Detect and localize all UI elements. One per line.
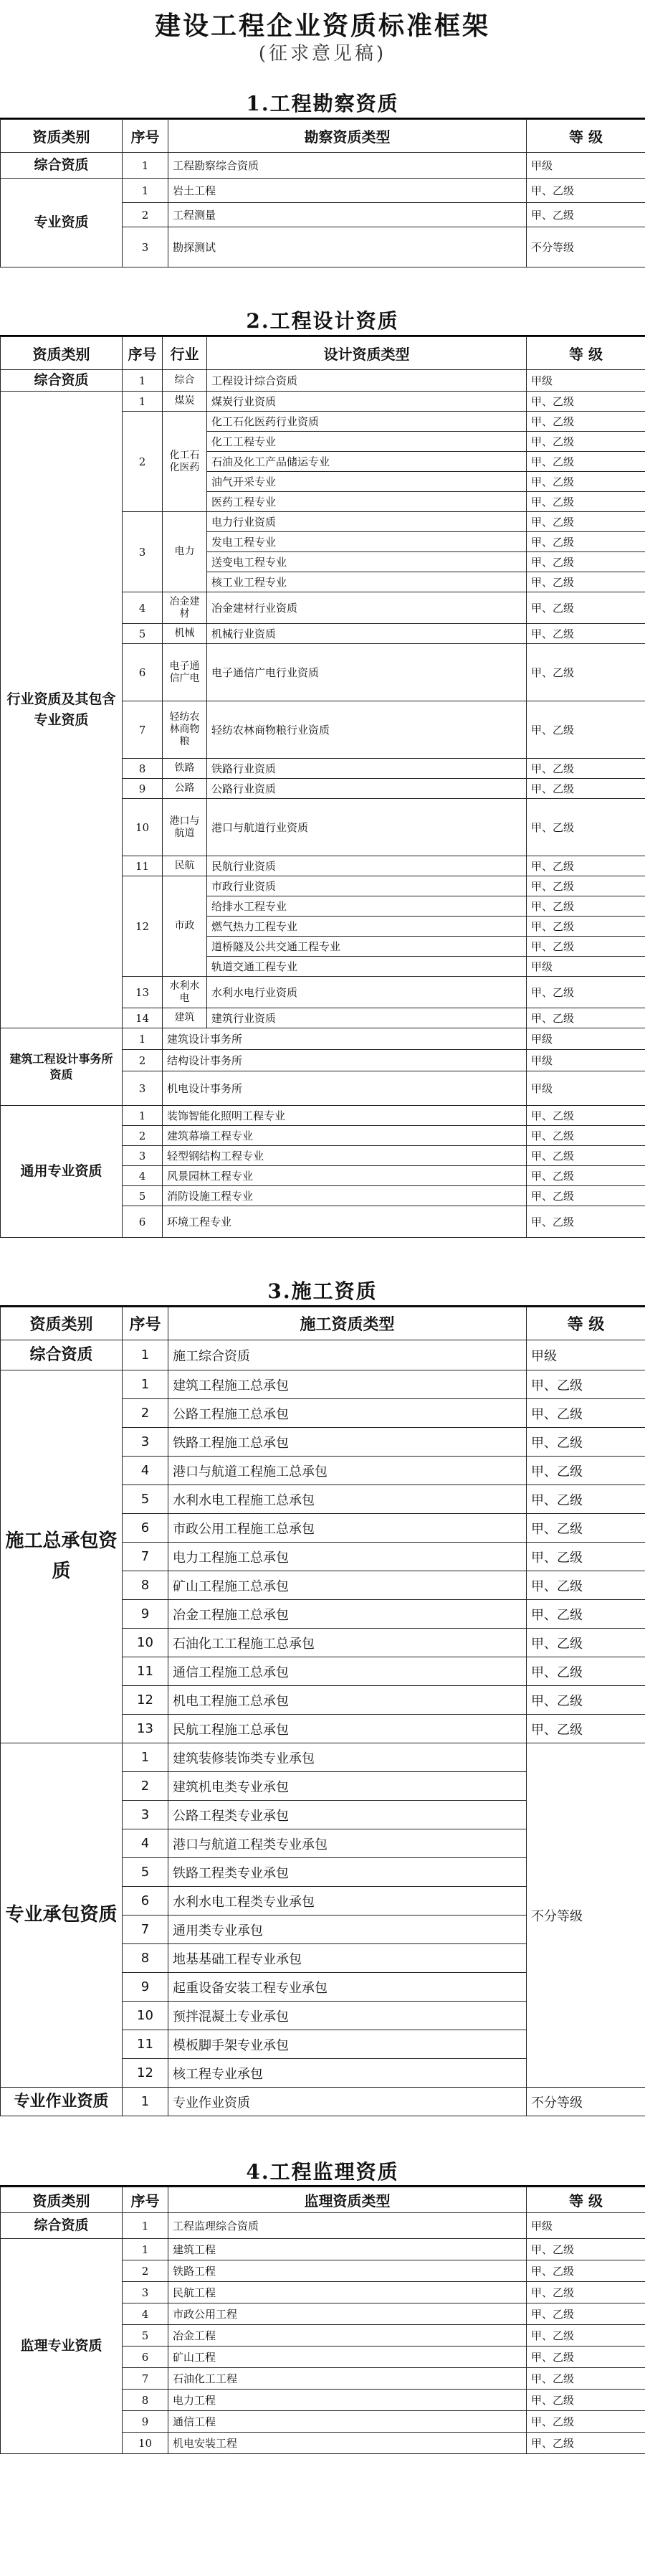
- qualification-type: 水利水电工程施工总承包: [168, 1485, 527, 1514]
- qualification-type: 电力工程施工总承包: [168, 1543, 527, 1571]
- qualification-type: 化工工程专业: [207, 432, 527, 452]
- qualification-type: 市政行业资质: [207, 876, 527, 896]
- row-number: 13: [123, 1715, 168, 1743]
- grade-cell: 甲、乙级: [527, 624, 645, 644]
- row-number: 7: [123, 701, 163, 759]
- col-header: 等 级: [527, 337, 645, 370]
- industry-cell: 水利水电: [163, 977, 207, 1008]
- row-number: 4: [123, 2303, 168, 2325]
- row-number: 12: [123, 876, 163, 977]
- row-number: 8: [123, 2390, 168, 2411]
- grade-cell: 甲级: [527, 153, 645, 179]
- grade-cell: 甲、乙级: [527, 856, 645, 876]
- row-number: 13: [123, 977, 163, 1008]
- col-header: 勘察资质类型: [168, 120, 527, 153]
- grade-cell: 甲、乙级: [527, 701, 645, 759]
- grade-cell: 甲、乙级: [527, 937, 645, 957]
- qualification-type: 铁路工程施工总承包: [168, 1428, 527, 1457]
- document-title: 建设工程企业资质标准框架: [154, 11, 490, 41]
- qualification-type: 地基基础工程专业承包: [168, 1944, 527, 1973]
- row-number: 4: [123, 1166, 163, 1186]
- qualification-type: 公路工程类专业承包: [168, 1801, 527, 1829]
- row-number: 3: [123, 512, 163, 592]
- grade-cell: 甲、乙级: [527, 1457, 645, 1485]
- qualification-type: 建筑工程: [168, 2239, 527, 2260]
- row-number: 3: [123, 2282, 168, 2303]
- grade-cell: 甲、乙级: [527, 2282, 645, 2303]
- grade-cell: 甲、乙级: [527, 1715, 645, 1743]
- grade-cell: 甲、乙级: [527, 2433, 645, 2454]
- industry-cell: 煤炭: [163, 392, 207, 412]
- col-header: 资质类别: [1, 120, 123, 153]
- qualification-type: 民航行业资质: [207, 856, 527, 876]
- qualification-type: 民航工程: [168, 2282, 527, 2303]
- grade-cell: 甲级: [527, 1071, 645, 1106]
- qualification-type: 建筑机电类专业承包: [168, 1772, 527, 1801]
- qualification-type: 矿山工程施工总承包: [168, 1571, 527, 1600]
- industry-cell: 公路: [163, 779, 207, 799]
- table-row: [1, 1106, 645, 1126]
- row-number: 5: [123, 1858, 168, 1887]
- table-row: [1, 1028, 645, 1050]
- qualification-type: 装饰智能化照明工程专业: [163, 1106, 527, 1126]
- row-number: 7: [123, 1543, 168, 1571]
- grade-cell: 不分等级: [527, 227, 645, 267]
- grade-cell: 甲级: [527, 1028, 645, 1050]
- category-cell: 建筑工程设计事务所资质: [1, 1028, 123, 1106]
- grade-cell: 甲、乙级: [527, 532, 645, 552]
- industry-cell: 铁路: [163, 759, 207, 779]
- row-number: 1: [123, 1028, 163, 1050]
- qualification-type: 化工石化医药行业资质: [207, 412, 527, 432]
- grade-cell: 不分等级: [527, 2088, 645, 2116]
- col-header: 资质类别: [1, 337, 123, 370]
- qualification-type: 道桥隧及公共交通工程专业: [207, 937, 527, 957]
- qualification-type: 电力工程: [168, 2390, 527, 2411]
- row-number: 2: [123, 412, 163, 512]
- row-number: 1: [123, 2239, 168, 2260]
- grade-cell: 甲、乙级: [527, 512, 645, 532]
- col-header: 监理资质类型: [168, 2187, 527, 2213]
- row-number: 9: [123, 2411, 168, 2433]
- qualification-type: 市政公用工程施工总承包: [168, 1514, 527, 1543]
- qualification-type: 铁路行业资质: [207, 759, 527, 779]
- grade-cell: 甲、乙级: [527, 2239, 645, 2260]
- construction-table: [0, 1307, 645, 2116]
- grade-cell: 甲、乙级: [527, 432, 645, 452]
- category-cell: 综合资质: [1, 2213, 123, 2239]
- row-number: 2: [123, 203, 168, 227]
- table-row: [1, 1370, 645, 1399]
- qualification-type: 建筑设计事务所: [163, 1028, 527, 1050]
- grade-cell: 甲、乙级: [527, 1126, 645, 1146]
- table-row: [1, 2239, 645, 2260]
- grade-cell: 甲、乙级: [527, 2368, 645, 2390]
- grade-cell: 甲、乙级: [527, 779, 645, 799]
- industry-cell: 轻纺农林商物粮: [163, 701, 207, 759]
- row-number: 5: [123, 624, 163, 644]
- grade-cell: 甲、乙级: [527, 799, 645, 856]
- general-contract-rows: [1, 1370, 645, 1743]
- row-number: 3: [123, 1071, 163, 1106]
- grade-cell: 甲、乙级: [527, 392, 645, 412]
- row-number: 14: [123, 1008, 163, 1028]
- supervision-rows: [1, 2239, 645, 2454]
- row-number: 3: [123, 227, 168, 267]
- grade-cell: 甲、乙级: [527, 876, 645, 896]
- table-row: [1, 370, 645, 392]
- row-number: 6: [123, 644, 163, 701]
- row-number: 4: [123, 1457, 168, 1485]
- col-header: 施工资质类型: [168, 1307, 527, 1340]
- row-number: 7: [123, 2368, 168, 2390]
- qualification-type: 机电设计事务所: [163, 1071, 527, 1106]
- row-number: 2: [123, 1050, 163, 1071]
- qualification-type: 冶金工程施工总承包: [168, 1600, 527, 1629]
- grade-cell: 甲、乙级: [527, 644, 645, 701]
- industry-cell: 电子通信广电: [163, 644, 207, 701]
- qualification-type: 核工程专业承包: [168, 2059, 527, 2088]
- row-number: 2: [123, 1126, 163, 1146]
- industry-cell: 冶金建材: [163, 592, 207, 624]
- row-number: 8: [123, 1944, 168, 1973]
- row-number: 1: [123, 2088, 168, 2116]
- row-number: 3: [123, 1146, 163, 1166]
- document-subtitle: (征求意见稿): [258, 43, 387, 65]
- industry-cell: 民航: [163, 856, 207, 876]
- industry-cell: 市政: [163, 876, 207, 977]
- supervision-table: [0, 2187, 645, 2454]
- row-number: 1: [123, 153, 168, 179]
- grade-cell: 甲、乙级: [527, 2303, 645, 2325]
- col-header: 行业: [163, 337, 207, 370]
- grade-cell: 甲、乙级: [527, 1008, 645, 1028]
- col-header: 序号: [123, 1307, 168, 1340]
- category-cell: 施工总承包资质: [1, 1370, 123, 1743]
- qualification-type: 送变电工程专业: [207, 552, 527, 572]
- qualification-type: 冶金建材行业资质: [207, 592, 527, 624]
- qualification-type: 勘探测试: [168, 227, 527, 267]
- qualification-type: 风景园林工程专业: [163, 1166, 527, 1186]
- row-number: 8: [123, 1571, 168, 1600]
- qualification-type: 民航工程施工总承包: [168, 1715, 527, 1743]
- qualification-type: 建筑行业资质: [207, 1008, 527, 1028]
- col-header: 序号: [123, 337, 163, 370]
- qualification-type: 港口与航道工程类专业承包: [168, 1829, 527, 1858]
- table-row: [1, 153, 645, 179]
- grade-cell: 甲、乙级: [527, 1106, 645, 1126]
- row-number: 1: [123, 1340, 168, 1370]
- row-number: 9: [123, 1973, 168, 2002]
- qualification-type: 结构设计事务所: [163, 1050, 527, 1071]
- industry-cell: 化工石化医药: [163, 412, 207, 512]
- general-rows: [1, 1106, 645, 1238]
- row-number: 10: [123, 2433, 168, 2454]
- grade-cell: 甲、乙级: [527, 572, 645, 592]
- grade-cell: 甲、乙级: [527, 1629, 645, 1657]
- table-row: [1, 392, 645, 412]
- grade-cell: 甲、乙级: [527, 759, 645, 779]
- qualification-type: 港口与航道工程施工总承包: [168, 1457, 527, 1485]
- grade-cell: 甲、乙级: [527, 1657, 645, 1686]
- row-number: 4: [123, 592, 163, 624]
- qualification-type: 起重设备安装工程专业承包: [168, 1973, 527, 2002]
- industry-cell: 机械: [163, 624, 207, 644]
- grade-cell: 甲、乙级: [527, 412, 645, 432]
- category-cell: 综合资质: [1, 370, 123, 392]
- row-number: 12: [123, 1686, 168, 1715]
- grade-cell: 甲、乙级: [527, 1600, 645, 1629]
- col-header: 等 级: [527, 120, 645, 153]
- qualification-type: 水利水电工程类专业承包: [168, 1887, 527, 1916]
- grade-cell: 甲级: [527, 1050, 645, 1071]
- row-number: 1: [123, 179, 168, 203]
- qualification-type: 轻型钢结构工程专业: [163, 1146, 527, 1166]
- qualification-type: 轻纺农林商物粮行业资质: [207, 701, 527, 759]
- qualification-type: 机械行业资质: [207, 624, 527, 644]
- grade-cell: 甲、乙级: [527, 203, 645, 227]
- table-row: [1, 1743, 645, 1772]
- qualification-type: 轨道交通工程专业: [207, 957, 527, 977]
- row-number: 9: [123, 779, 163, 799]
- qualification-type: 预拌混凝土专业承包: [168, 2002, 527, 2030]
- table-row: [1, 2088, 645, 2116]
- qualification-type: 发电工程专业: [207, 532, 527, 552]
- grade-cell: 甲、乙级: [527, 1686, 645, 1715]
- row-number: 2: [123, 1772, 168, 1801]
- grade-cell: 甲、乙级: [527, 1428, 645, 1457]
- grade-cell: 甲、乙级: [527, 2260, 645, 2282]
- table-row: [1, 179, 645, 203]
- qualification-type: 环境工程专业: [163, 1206, 527, 1238]
- grade-cell: 甲、乙级: [527, 1485, 645, 1514]
- row-number: 5: [123, 1485, 168, 1514]
- qualification-type: 医药工程专业: [207, 492, 527, 512]
- grade-cell: 不分等级: [527, 1743, 645, 2088]
- qualification-type: 通信工程施工总承包: [168, 1657, 527, 1686]
- grade-cell: 甲级: [527, 370, 645, 392]
- grade-cell: 甲、乙级: [527, 1514, 645, 1543]
- grade-cell: 甲、乙级: [527, 1166, 645, 1186]
- row-number: 6: [123, 1887, 168, 1916]
- industry-cell: 综合: [163, 370, 207, 392]
- section-3-title: 3.施工资质: [0, 1278, 645, 1307]
- table-header-row: [1, 120, 645, 153]
- row-number: 1: [123, 370, 163, 392]
- row-number: 1: [123, 1370, 168, 1399]
- grade-cell: 甲级: [527, 1340, 645, 1370]
- qualification-type: 矿山工程: [168, 2347, 527, 2368]
- row-number: 5: [123, 1186, 163, 1206]
- row-number: 12: [123, 2059, 168, 2088]
- survey-table: [0, 119, 645, 267]
- row-number: 10: [123, 2002, 168, 2030]
- row-number: 5: [123, 2325, 168, 2347]
- qualification-type: 工程监理综合资质: [168, 2213, 527, 2239]
- grade-cell: 甲、乙级: [527, 452, 645, 472]
- col-header: 等 级: [527, 1307, 645, 1340]
- grade-cell: 甲、乙级: [527, 1186, 645, 1206]
- table-header-row: [1, 1307, 645, 1340]
- row-number: 9: [123, 1600, 168, 1629]
- grade-cell: 甲、乙级: [527, 1206, 645, 1238]
- grade-cell: 甲、乙级: [527, 179, 645, 203]
- qualification-type: 专业作业资质: [168, 2088, 527, 2116]
- row-number: 11: [123, 856, 163, 876]
- industry-cell: 电力: [163, 512, 207, 592]
- table-row: [1, 1340, 645, 1370]
- row-number: 6: [123, 2347, 168, 2368]
- row-number: 3: [123, 1801, 168, 1829]
- qualification-type: 核工业工程专业: [207, 572, 527, 592]
- grade-cell: 甲、乙级: [527, 1146, 645, 1166]
- qualification-type: 冶金工程: [168, 2325, 527, 2347]
- qualification-type: 建筑幕墙工程专业: [163, 1126, 527, 1146]
- qualification-type: 水利水电行业资质: [207, 977, 527, 1008]
- row-number: 2: [123, 2260, 168, 2282]
- col-header: 设计资质类型: [207, 337, 527, 370]
- row-number: 10: [123, 799, 163, 856]
- grade-cell: 甲、乙级: [527, 1370, 645, 1399]
- qualification-type: 煤炭行业资质: [207, 392, 527, 412]
- row-number: 8: [123, 759, 163, 779]
- row-number: 3: [123, 1428, 168, 1457]
- grade-cell: 甲、乙级: [527, 2390, 645, 2411]
- qualification-type: 石油化工工程: [168, 2368, 527, 2390]
- grade-cell: 甲、乙级: [527, 917, 645, 937]
- qualification-type: 模板脚手架专业承包: [168, 2030, 527, 2059]
- industry-cell: 港口与航道: [163, 799, 207, 856]
- row-number: 1: [123, 1106, 163, 1126]
- design-table: [0, 336, 645, 1238]
- col-header: 序号: [123, 120, 168, 153]
- qualification-type: 工程设计综合资质: [207, 370, 527, 392]
- row-number: 6: [123, 1206, 163, 1238]
- qualification-type: 建筑工程施工总承包: [168, 1370, 527, 1399]
- grade-cell: 甲、乙级: [527, 492, 645, 512]
- row-number: 1: [123, 2213, 168, 2239]
- qualification-type: 工程测量: [168, 203, 527, 227]
- grade-cell: 甲、乙级: [527, 472, 645, 492]
- section-2-title: 2.工程设计资质: [0, 308, 645, 336]
- category-cell: 专业承包资质: [1, 1743, 123, 2088]
- qualification-type: 施工综合资质: [168, 1340, 527, 1370]
- qualification-type: 铁路工程: [168, 2260, 527, 2282]
- grade-cell: 甲级: [527, 957, 645, 977]
- qualification-type: 电力行业资质: [207, 512, 527, 532]
- qualification-type: 燃气热力工程专业: [207, 917, 527, 937]
- row-number: 11: [123, 2030, 168, 2059]
- qualification-type: 公路行业资质: [207, 779, 527, 799]
- row-number: 1: [123, 392, 163, 412]
- category-cell: 综合资质: [1, 153, 123, 179]
- grade-cell: 甲、乙级: [527, 592, 645, 624]
- qualification-type: 机电安装工程: [168, 2433, 527, 2454]
- table-row: [1, 2213, 645, 2239]
- row-number: 11: [123, 1657, 168, 1686]
- grade-cell: 甲、乙级: [527, 2325, 645, 2347]
- special-contract-rows: [1, 1743, 645, 2088]
- section-4-title: 4.工程监理资质: [0, 2159, 645, 2187]
- qualification-type: 石油化工工程施工总承包: [168, 1629, 527, 1657]
- row-number: 6: [123, 1514, 168, 1543]
- grade-cell: 甲、乙级: [527, 1571, 645, 1600]
- table-header-row: [1, 337, 645, 370]
- grade-cell: 甲、乙级: [527, 1543, 645, 1571]
- qualification-type: 港口与航道行业资质: [207, 799, 527, 856]
- industry-cell: 建筑: [163, 1008, 207, 1028]
- qualification-type: 铁路工程类专业承包: [168, 1858, 527, 1887]
- qualification-type: 电子通信广电行业资质: [207, 644, 527, 701]
- row-number: 10: [123, 1629, 168, 1657]
- grade-cell: 甲、乙级: [527, 2347, 645, 2368]
- grade-cell: 甲、乙级: [527, 977, 645, 1008]
- section-1-title: 1.工程勘察资质: [0, 90, 645, 119]
- category-cell: 专业作业资质: [1, 2088, 123, 2116]
- qualification-type: 建筑装修装饰类专业承包: [168, 1743, 527, 1772]
- row-number: 4: [123, 1829, 168, 1858]
- qualification-type: 市政公用工程: [168, 2303, 527, 2325]
- qualification-type: 石油及化工产品储运专业: [207, 452, 527, 472]
- category-cell: 综合资质: [1, 1340, 123, 1370]
- row-number: 2: [123, 1399, 168, 1428]
- category-cell: 行业资质及其包含专业资质: [1, 392, 123, 1028]
- qualification-type: 通用类专业承包: [168, 1916, 527, 1944]
- qualification-type: 公路工程施工总承包: [168, 1399, 527, 1428]
- category-cell: 通用专业资质: [1, 1106, 123, 1238]
- qualification-type: 通信工程: [168, 2411, 527, 2433]
- qualification-type: 消防设施工程专业: [163, 1186, 527, 1206]
- grade-cell: 甲、乙级: [527, 2411, 645, 2433]
- grade-cell: 甲、乙级: [527, 896, 645, 917]
- col-header: 资质类别: [1, 1307, 123, 1340]
- col-header: 资质类别: [1, 2187, 123, 2213]
- industry-rows: [1, 392, 645, 1028]
- row-number: 7: [123, 1916, 168, 1944]
- category-cell: 专业资质: [1, 179, 123, 267]
- grade-cell: 甲、乙级: [527, 552, 645, 572]
- row-number: 1: [123, 1743, 168, 1772]
- qualification-type: 油气开采专业: [207, 472, 527, 492]
- qualification-type: 机电工程施工总承包: [168, 1686, 527, 1715]
- grade-cell: 甲、乙级: [527, 1399, 645, 1428]
- qualification-type: 岩土工程: [168, 179, 527, 203]
- grade-cell: 甲级: [527, 2213, 645, 2239]
- qualification-type: 工程勘察综合资质: [168, 153, 527, 179]
- table-header-row: [1, 2187, 645, 2213]
- col-header: 等 级: [527, 2187, 645, 2213]
- category-cell: 监理专业资质: [1, 2239, 123, 2454]
- col-header: 序号: [123, 2187, 168, 2213]
- qualification-type: 给排水工程专业: [207, 896, 527, 917]
